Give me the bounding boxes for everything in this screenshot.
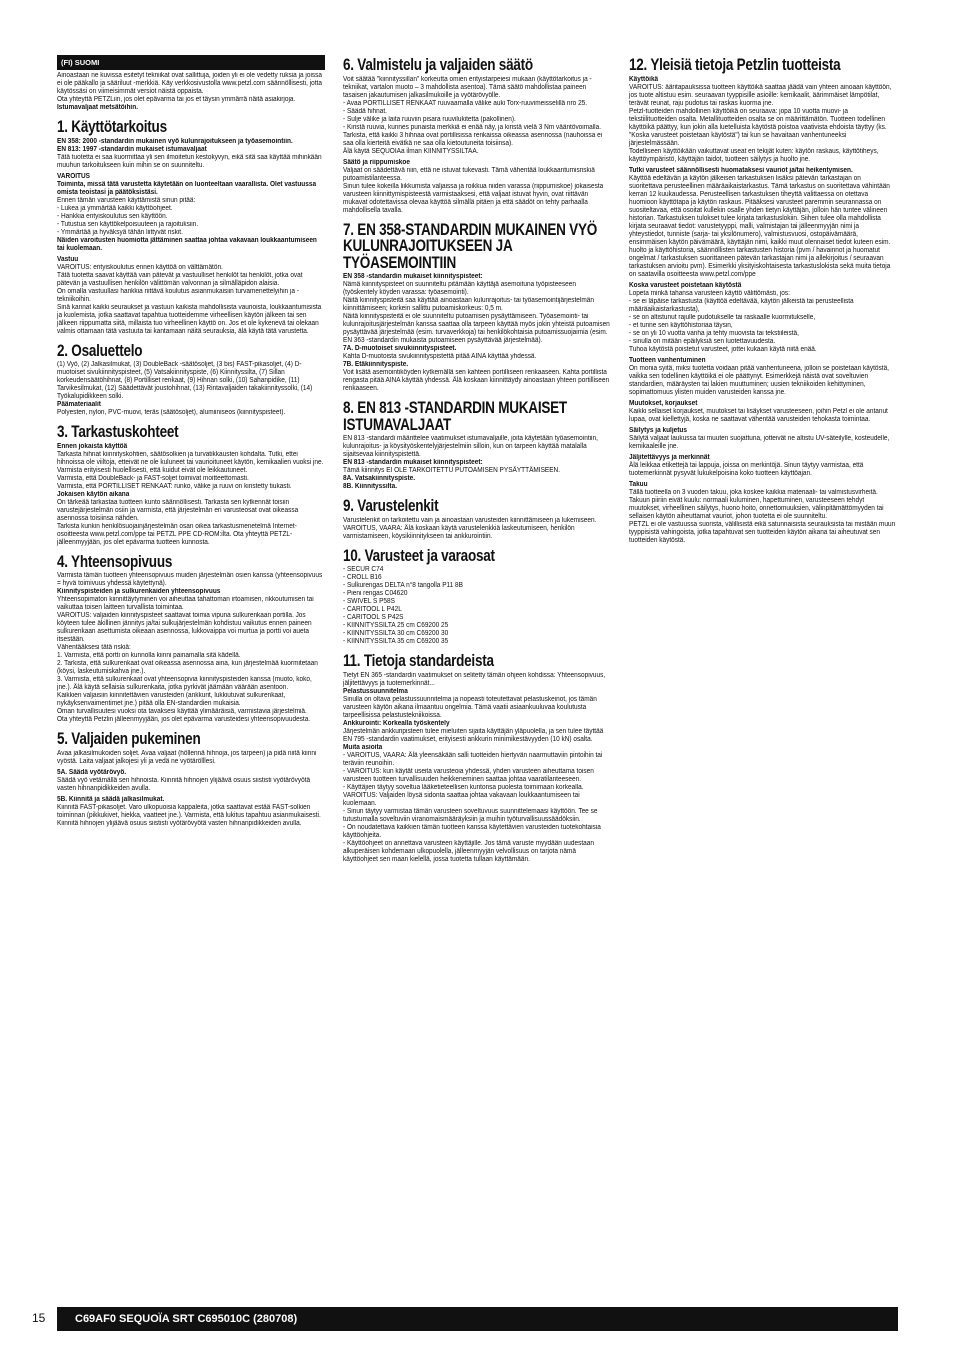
paragraph: - Käyttöohjeet on annettava varusteen käyttäjille. Jos tämä varuste myydään uudestaan alkuperäisen kohdemaan ulkopuolella, jälleenmyyjän velvollisuus on tarjota nämä käyttöohjeet sen maan kielellä, jossa tuotetta tullaan käyttämään. [343,839,594,863]
paragraph: On tärkeää tarkastaa tuotteen kunto säännöllisesti. Tarkasta sen kytkennät toisiin varustejärjestelmän osiin ja varmista, että järjestelmän eri varusteosat ovat oikeassa asennossa toisiinsa nähden. [57,498,299,522]
section-heading: 8. EN 813 -STANDARDIN MUKAISET ISTUMAVALJAAT [343,399,567,434]
subheading: EN 813: 1997 -standardin mukaiset istumavaljaat [57,145,207,153]
paragraph: Nämä kiinnityspisteet on suunniteltu pitämään käyttäjä asemoituna työpisteeseen (työskentely köyden varassa: työasemointi). [343,281,576,296]
paragraph: Kiinnitä hihnojen ylijäävä osuus siististi vyötärövyötä vasten hihnanpidikkeiden avulla. [57,819,302,827]
paragraph: VAROITUS: ääritapauksissa tuotteen käyttöikä saattaa jäädä vain yhteen ainoaan käyttöön, jos tuote altistuu esim. seuraavan tyyppisille asioille: kemikaalit, äärimmäiset lämpötilat, terävät reunat, raju pudotus tai raskas kuorma jne. [629,83,892,107]
column-3 [629,55,897,545]
paragraph: Tätä tuotetta ei saa kuormittaa yli sen ilmoitetun kestokyvyn, eikä sitä saa käyttää mihinkään muuhun tarkoitukseen kuin mihin se on suunniteltu. [57,153,322,169]
subheading: Päämateriaalit [57,401,101,408]
paragraph: - VAROITUS: kun käytät useita varusteoia yhdessä, yhden varusteen aiheuttama toisen varusteen tuotteen turvallisuuden heikkeneminen saattaa johtaa vaaratilanteeseen. [343,767,594,783]
subheading: Tuotteen vanhentuminen [629,356,706,364]
paragraph: Sinulla on oltava pelastussuunnitelma ja nopeasti toteutettavat pelastuskeinot, jos tämän varusteen käytön aikana ilmaantuu ongelmia. Tämä vaatii asiaankuuluvaa koulutusta tarpeellisissa pelastustekniikoissa. [343,695,597,719]
paragraph: Tarkista kunkin henkilösuojainjärjestelmän osan oikea tarkastusmenetelmä Internet-osoitteesta www.petzl.com/ppe tai PETZL PPE CD-ROM:ilta. Ota yhteyttä PETZL-jälleenmyyjään, jos olet epävarma tuotteen kunnosta. [57,522,297,546]
paragraph: - Käyttäjien täytyy soveltua lääketieteellisen kuntonsa puolesta toimimaan korkealla. VAROITUS: Valjaiden löysä sidonta saattaa johtaa vakavaan loukkaantumiseen tai kuolemaan. [343,783,584,807]
paragraph: - VAROITUS, VAARA: Älä yleensäkään salli tuotteiden hiertyvän naarmuttaviin pintoihin tai teräviin reunoihin. [343,751,603,767]
paragraph: Voit säätää "kiinnityssillan" korkeutta omien erityistarpeiesi mukaan (käyttötarkoitus ja -tekniikat, vartalon muoto – 3 mahdollista asentoa). Tämä säätö mahdollistaa paineen tasaisen jakautumisen jalkasilmukoille ja vyötärövyölle. [343,75,592,99]
paragraph: Varmista, että PORTILLISET RENKAAT: runko, välike ja ruuvi on kiristetty tiukasti. [57,482,292,490]
paragraph: Varustelenkit on tarkoitettu vain ja ainoastaan varusteiden kiinnittämiseen ja lukemiseen. [343,516,597,524]
paragraph: - KIINNITYSSILTA 30 cm C69200 30 [343,630,449,637]
paragraph: - Sulkurengas DELTA n°8 tangolla P11 8B [343,582,463,589]
paragraph: On omalla vastuullasi hankkia riittävä koulutus asianmukaisiin turvamenettelyihin ja -tekniikoihin. [57,287,299,303]
paragraph: 2. Tarkista, että sulkurenkaat ovat oikeassa asennossa aina, kun järjestelmää kuormitetaan (köysi, laskeutumiskahva jne.). [57,660,318,675]
paragraph: Säädä vyö vetämällä sen hihnoista. Kiinnitä hihnojen ylijäävä osuus siististi vyötärövyötä vasten hihnanpidikkeiden avulla. [57,776,311,792]
paragraph: Oman turvallisuutesi vuoksi ota tavaksesi käyttää ylimääräisiä, varmistavia järjestelmiä. [57,708,307,715]
subheading: Ankkurointi: Korkealla työskentely [343,719,450,727]
paragraph: Kaikki sellaiset korjaukset, muutokset tai lisäykset varusteeseen, joihin Petzl ei ole antanut lupaa, ovat kiellettyjä, koska ne saattavat vähentää varusteiden tehokasta toimintaa. [629,407,888,423]
paragraph: VAROITUS, VAARA: Älä koskaan käytä varustelenkkiä laskeutumiseen, henkilön varmistamiseen, köysikiinnitykseen tai ankkurointiin. [343,524,575,540]
subheading: Säilytys ja kuljetus [629,426,687,434]
paragraph: - SWIVEL S P58S [343,598,395,605]
subheading: VAROITUS [57,172,90,180]
paragraph: - Kiristä ruuvia, kunnes punaista merkkiä ei enää näy, ja kiristä vielä 3 Nm vääntövoimalla. [343,123,602,131]
paragraph: On monia syitä, miksi tuotetta voidaan pitää vanhentuneena, jolloin se poistetaan käytöstä, vaikka sen todellinen käyttöikä ei ole päättynyt. Esimerkkejä näistä ovat soveltuvien standardien, määräysten tai lakien muuttuminen; uusien tekniikoiden kehittyminen, sopimattomuus ylisten muiden varusteiden kanssa jne. [629,364,889,396]
section-heading: 5. Valjaiden pukeminen [57,730,201,748]
paragraph: Tuhoa käytöstä poistetut varusteet, jottei kukaan käytä niitä enää. [629,345,817,353]
paragraph: Sinä kannat kaikki seuraukset ja vastuun kaikista mahdollisista vaurioista, loukkaantumisista ja kuolemista, jotka saattavat tapahtua tuotteidemme virheellisen käytön jälkeen tai sen jälkeen riippumatta siitä, millaista tuo virheellinen käyttö on. Jos et ole kykenevä tai olekaan valmis ottamaan tätä vastuuta tai kantamaan näitä seurauksia, älä käytä tätä varustetta. [57,303,322,335]
subheading: Käyttöikä [629,75,659,83]
subheading: 8B. Kiinnityssilta. [343,483,397,490]
paragraph: VAROITUS: valjaiden kiinnityspisteet saattavat toimia vipuna sulkurenkaan portilla. Jos köyteen tulee äkillinen jännitys ja/tai sulkujärjestelmän kohdistuu vaikutus ennen paineen sulkurenkaan asettumista oikeaan asennossa, lukkovaippa voi murtua ja portti voi aueta itsestään. [57,612,312,643]
subheading: Kiinnityspisteiden ja sulkurenkaiden yhteensopivuus [57,588,221,595]
paragraph: Älä leikkaa etikettejä tai lappuja, joissa on merkintöjä. Sinun täytyy varmistaa, että tuotemerkinnät pysyvät lukukelpoisina koko tuotteen käyttöajan. [629,461,864,477]
paragraph: Tarkista, että kaikki 3 hihnaa ovat portillisissa renkaissa oikeassa asennossa (nauhoissa ei saa olla kierteitä eivätkä ne saa olla kietoutuneita toisiinsa). [343,131,603,147]
subheading: 7A. D-muotoiset sivukiinnityspisteet. [343,345,457,352]
paragraph: 3. Varmista, että sulkurenkaat ovat yhteensopivia kiinnityspisteiden kanssa (muoto, koko, jne.). Älä käytä sellaisia sulkurenkaita, jotka pyrkivät jäämään väärään asentoon. [57,676,312,691]
paragraph: Voit lisätä asemointiköyden kytkemällä sen kahteen portilliseen renkaaseen. Kahta portillista rengasta pitää AINA käyttää yhdessä. Älä koskaan kiinnittäydy ainoastaan yhteen portilliseen renkaaseen. [343,369,610,392]
paragraph: - Säädä hihnat. [343,107,387,115]
subheading: EN 813 -standardin mukaiset kiinnityspisteet: [343,459,483,466]
paragraph: Vähentääksesi tätä riskiä: [57,644,131,651]
section-heading: 3. Tarkastuskohteet [57,423,179,441]
section-heading: 2. Osaluettelo [57,341,143,360]
paragraph: - Hankkia erityiskoulutus sen käyttöön. [57,212,168,220]
subheading: Vastuu [57,255,79,263]
paragraph: Tarkasta hihnat kiinnityskohtien, säätösolkien ja turvatikkausten kohdalta. Tutki, ettei hihnoissa ole viiltoja, etteivät ne ole kuluneet tai vaurioituneet käytön, kemikaalien vuoksi jne. Varmista erityisesti huolellisesti, että kuidut eivät ole leikkautuneet. [57,450,324,474]
paragraph: VAROITUS: erityiskoulutus ennen käyttöä on välttämätön. [57,263,223,271]
subheading: Ennen jokaista käyttöä [57,442,128,450]
footer-bar [57,1307,898,1331]
paragraph: - Ymmärtää ja hyväksyä tähän liittyvät riskit. [57,228,183,236]
subheading: Muutokset, korjaukset [629,399,698,407]
subheading: 5A. Säädä vyötärövyö. [57,768,127,776]
section-heading: 9. Varustelenkit [343,497,439,515]
paragraph: Avaa jalkasilmukoiden soljet. Avaa valjaat (höllennä hihnoja, jos tarpeen) ja pidä niitä kiinni vyöstä. Laita valjaat jalkojesi yli ja vedä ne vyötärölllesi. [57,749,317,765]
paragraph: - CARITOOL S P42S [343,614,404,621]
paragraph: Ota yhteyttä Petzlin jälleenmyyjään, jos olet epävarma varusteidesi yhteensopivuudesta. [57,716,311,723]
paragraph: Valjaat on säädettävä niin, että ne istuvat tukevasti. Tämä vähentää loukkaantumisriskiä putoamistilanteessa. [343,166,595,182]
paragraph: Järjestelmän ankkuripisteen tulee mieluiten sijaita käyttäjän yläpuolella, ja sen tulee täyttää EN 795 -standardin vaatimukset, erityisesti ankkurin minimikestävyyden (10 kN) osalta. [343,727,604,743]
subheading: Jäljitettävyys ja merkinnät [629,453,710,461]
paragraph: (1) Vyö, (2) Jalkasilmukat, (3) DoubleBack -säätösoljet, (3 bis) FAST-pikasoljet, (4) D-muotoiset sivukiinnityspisteet, (5) Vatsakiinnityspiste, (6) Kiinnityssilta, (7) Sillan korkeudensäätöhihnat, (8) Portilliset renkaat, (9) Hihnan solki, (10) Sahanpidike, (11) Tarvikesilmukat, (12) Säädettävät joustohihnat, (13) Rintavaljaiden takakiinnityssolki, (14) Työkalupidikkeen solki. [57,361,313,400]
paragraph: Tietyt EN 365 -standardin vaatimukset on selitetty tämän ohjeen kohdissa: Yhteensopivuus, jäljitettävyys ja tuotemerkinnät... [343,671,606,687]
section-heading: 4. Yhteensopivuus [57,552,173,571]
paragraph: Ota yhteyttä PETZLiin, jos olet epävarma tai jos et täysin ymmärrä näitä asiakirjoja. [57,96,296,103]
subheading: 7B. Etäkiinnityspiste. [343,361,409,368]
subheading: Muita asioita [343,743,383,751]
section-heading: 10. Varusteet ja varaosat [343,546,495,565]
paragraph: Näitä kiinnityspisteitä saa käyttää ainoastaan kulunrajoitus- tai työasemointijärjestelmän kiinnittämiseen; korkein sallittu putoamiskorkeus: 0,5 m. [343,297,594,312]
paragraph: - Sinun täytyy varmistaa tämän varusteen soveltuvuus suunnittelemaasi käyttöön. Tee se tutustumalla soveltuviin viranomaismääräyksiin ja muihin työturvallisuussäädöksiin. [343,807,598,823]
paragraph: - se on altistunut rajulle pudotukselle tai raskaalle kuormitukselle, [629,313,816,321]
section-heading: 1. Käyttötarkoitus [57,118,167,136]
paragraph: - sinulla on mitään epäilyksiä sen luotettavuudesta. [629,337,776,345]
paragraph: - Pieni rengas C04620 [343,590,408,597]
paragraph: - se on yli 10 vuotta vanha ja tehty muovista tai tekstiileistä, [629,329,799,337]
subheading: Pelastussuunnitelma [343,687,408,695]
paragraph: Tällä tuotteella on 3 vuoden takuu, joka koskee kaikkia materiaali- tai valmistusvirheitä. Takuun piiriin eivät kuulu: normaali kuluminen, hapettuminen, varusteeseen tehdyt muutokset, virheellinen säilytys, huono hoito, onnettomuuksien, välinpitämättömyyden tai sellaisen käytön aiheuttamat vauriot, johon tuotetta ei ole suunniteltu. [629,488,884,520]
footer-code: C69AF0 SEQUOÏA SRT C695010C (280708) [75,1313,298,1325]
paragraph: Ainoastaan ne kuvissa esitetyt tekniikat ovat sallittuja, joiden yli ei ole vedetty ruksia ja joissa ei ole pääkallo ja sääriluut -merkkiä. Käy verkkosivustolla www.petzl.com säännöllisesti, jotta käytössäsi on viimeisimmät versiot näistä oppaista. [57,72,322,95]
paragraph: Tämä kiinnitys EI OLE TARKOITETTU PUTOAMISEN PYSÄYTTÄMISEEN. [343,467,561,474]
paragraph: Lopeta minkä tahansa varusteen käyttö välittömästi, jos: [629,289,790,297]
paragraph: 1. Varmista, että portti on kunnolla kiinni painamalla sitä kädellä. [57,652,241,659]
paragraph: PETZL ei ole vastuussa suorista, välillisistä eikä satunnaisista seurauksista tai mistään muun tyyppisistä vahingoista, jotka tapahtuvat sen tuotteiden käytön aikana tai aiheutuvat sen tuotteiden käytöstä. [629,520,896,544]
paragraph: EN 813 -standardi määrittelee vaatimukset istumavaljaille, joita käytetään työasemointiin, kulunrajoitus- ja köysityöskentelyjärjestelmiin silloin, kun on tarpeen käyttää matalalla sijaitsevaa kiinnityspistettä. [343,435,598,458]
section-heading: 6. Valmistelu ja valjaiden säätö [343,56,533,74]
subheading: Istumavaljaat metsätöihin. [57,104,139,111]
paragraph: - Tutustua sen käyttökelpoisuuteen ja rajoituksiin. [57,220,199,228]
subheading: Koska varusteet poistetaan käytöstä [629,281,742,289]
subheading: Säätö ja riippumiskoe [343,158,410,166]
paragraph: Ennen tämän varusteen käyttämistä sinun pitää: [57,196,196,204]
paragraph: Kiinnitä FAST-pikasoljet. Varo ulkopuoisia kappaleita, jotka saattavat estää FAST-solkien toiminnan (pikkukivet, hiekka, vaatteet jne.). Varmista, että lukitus tapahtuu asianmukaisesti. [57,803,321,819]
subheading: Näiden varoitusten huomiotta jättäminen saattaa johtaa vakavaan loukkaantumiseen tai kuolemaan. [57,236,317,252]
section-heading: 11. Tietoja standardeista [343,652,494,670]
subheading: Takuu [629,480,648,488]
column-2 [343,55,611,864]
subheading: EN 358: 2000 -standardin mukainen vyö kulunrajoitukseen ja työasemointiin. [57,137,293,145]
subheading: Jokaisen käytön aikana [57,490,130,498]
paragraph: Käyttöä edeltävän ja käytön jälkeisen tarkastuksen lisäksi pätevän tarkastajan on suoritettava perusteellinen määräaikaistarkastus. Tämä tarkastus on suoritettava vähintään kerran 12 kuukaudessa. Perusteellisen tarkastuksen tiheyttä valittaessa on otettava huomioon käyttötapa ja käytön raskaus. Pitääksesi varusteet paremmin seurannassa on suositeltavaa, että osoitat kullekin osalle yhden tietyn käyttäjän, jolloin hän tuntee välineen historian. Tarkastuksen tulokset tulee kirjata tarkastuslokiin. Siihen tulee olla mahdollista kirjata seuraavat tiedot: varustetyyppi, malli, valmistajan tai jälleenmyyjän nimi ja yhteystiedot, tunniste (sarja- tai yksilönumero), valmistusvuosi, ostopäivämäärä, ensimmäisen käytön päivämäärä, käyttäjän nimi, kaikki muut olennaiset tiedot kuteen esim. huolto ja käyttöhistoria, säännöllisten tarkastusten historia (pvm / havainnot ja huomatut ongelmat / tarkastuksen suorittaneen pätevän tarkastajan nimi ja allekirjoitus / seuraavan tarkastuksen arvioitu pvm). Esimerkki yksityiskohtaisesta tarkastuslokista sekä muita tietoja on saatavilla osoitteesta www.petzl.com/ppe [629,174,891,278]
section-heading: 7. EN 358-STANDARDIN MUKAINEN VYÖ KULUNRAJOITUKSEEN JA TYÖASEMOINTIIN [343,220,598,272]
paragraph: - CARITOOL L P42L [343,606,402,613]
paragraph: Varmista, että DoubleBack- ja FAST-soljet toimivat moitteettomasti. [57,474,249,482]
paragraph: - Lukea ja ymmärtää kaikki käyttöohjeet. [57,204,173,212]
paragraph: Varmista tämän tuotteen yhteensopivuus muiden järjestelmän osien kanssa (yhteensopivuus = hyvä toimivuus yhdessä käytettynä). [57,572,323,587]
paragraph: Polyesteri, nylon, PVC-muovi, teräs (säätösoljet), alumiiniseos (kiinnityspisteet). [57,409,286,416]
subheading: EN 358 -standardin mukaiset kiinnityspisteet: [343,273,483,280]
paragraph: - On noudatettava kaikkien tämän tuotteen kanssa käytettävien varusteiden tuotekohtaisia käyttöohjeita. [343,823,601,839]
subheading: Tutki varusteet säännöllisesti huomataksesi vauriot ja/tai heikentymisen. [629,166,853,174]
subheading: 8A. Vatsakiinnityspiste. [343,475,416,482]
paragraph: - KIINNITYSSILTA 35 cm C69200 35 [343,638,449,645]
paragraph: Yhteensopimaton kiinnittäytyminen voi aiheuttaa tahattoman irtoamisen, rikkoutumisen tai vaikuttaa toisen laitteen turvallista toimintaa. [57,596,314,611]
language-tag: (FI) SUOMI [57,55,325,70]
paragraph: - se ei läpäise tarkastusta (käyttöä edeltävää, käytön jälkeistä tai perusteellista määräaikaistarkastusta), [629,297,854,313]
paragraph: Tätä tuotetta saavat käyttää vain pätevät ja vastuulliset henkilöt tai henkilöt, jotka ovat pätevän ja vastuullisen henkilön välittömän valvonnan ja silmälläpidon alaisia. [57,271,303,287]
paragraph: Kahta D-muotoista sivukiinnityspistettä pitää AINA käyttää yhdessä. [343,353,537,360]
paragraph: Todelliseen käyttöikään vaikuttavat useat eri tekijät kuten: käytön raskaus, käyttötiheys, käyttöympäristö, käyttäjän taidot, tuotteen säilytys ja huolto jne. [629,147,879,163]
subheading: Toiminta, missä tätä varustetta käytetään on luonteeltaan vaarallista. Olet vastuussa omista teoistasi ja päätöksistäsi. [57,180,317,196]
paragraph: - SECUR C74 [343,566,384,573]
paragraph: Älä käytä SEQUOIAa ilman KIINNITYSSILTAA. [343,147,479,155]
paragraph: Säilytä valjaat laukussa tai muuten suojattuna, jotteivät ne altistu UV-säteilylle, kosteudelle, kemikaaleille jne. [629,434,890,450]
paragraph: Näitä kiinnityspisteitä ei ole suunniteltu putoamisen pysäyttämiseen. Työasemointi- tai kulunrajoitusjärjestelmän kanssa saattaa olla tarpeen käyttää myös jokin yhteistä putoamisen pysäyttävää järjestelmää (esim. turvaverkkoja) tai henkilökohtaisia putoamissuojaimia (esim. EN 363 -standardin mukaista putoamiseen pysäyttävää järjestelmää). [343,313,610,344]
paragraph: - Sulje välike ja laita ruuviin pisara ruuvilukitetta (pakollinen). [343,115,516,123]
paragraph: Petzl-tuotteiden mahdollinen käyttöikä on seuraava: jopa 10 vuotta muovi- ja tekstiilituotteiden osalta. Metallituotteiden osalta se on määrittämätön. Tuotteen todellinen käyttöikä päättyy, kun jokin alla luetelluista käytöstä poistoa vaativista ehdoista täyttyy (ks. "Koska varusteet poistetaan käytöstä") tai kun se havaitaan vanhentuneeksi järjestelmässään. [629,107,887,147]
paragraph: - et tunne sen käyttöhistoriaa täysin, [629,321,733,329]
section-heading: 12. Yleisiä tietoja Petzlin tuotteista [629,56,841,74]
paragraph: - CROLL B16 [343,574,382,581]
subheading: 5B. Kiinnitä ja säädä jalkasilmukat. [57,795,165,803]
column-1 [57,55,325,828]
paragraph: Kaikkien valjaisiin kiinnitettävien varusteiden (ankkurit, lukkiutuvat sulkurenkaat, nykäyksenvaimentimet jne.) pitää olla EN-standardien mukaisia. [57,692,286,707]
paragraph: Sinun tulee kokeilla liikkumista valjaissa ja roikkua niiden varassa (riippumiskoe) jokaisesta varusteen kiinnittymispisteestä varmistaaksesi, että valjaat istuvat hyvin, ovat riittävän mukavat odotettavissa olevaa käyttöä silmällä pitäen ja että säädöt on tehty parhaalla mahdollisella tavalla. [343,182,604,214]
paragraph: - Avaa PORTILLISET RENKAAT ruuvaamalla välike auki Torx-ruuvimeisselillä nro 25. [343,99,588,107]
paragraph: - KIINNITYSSILTA 25 cm C69200 25 [343,622,449,629]
page-number: 15 [32,1311,46,1325]
